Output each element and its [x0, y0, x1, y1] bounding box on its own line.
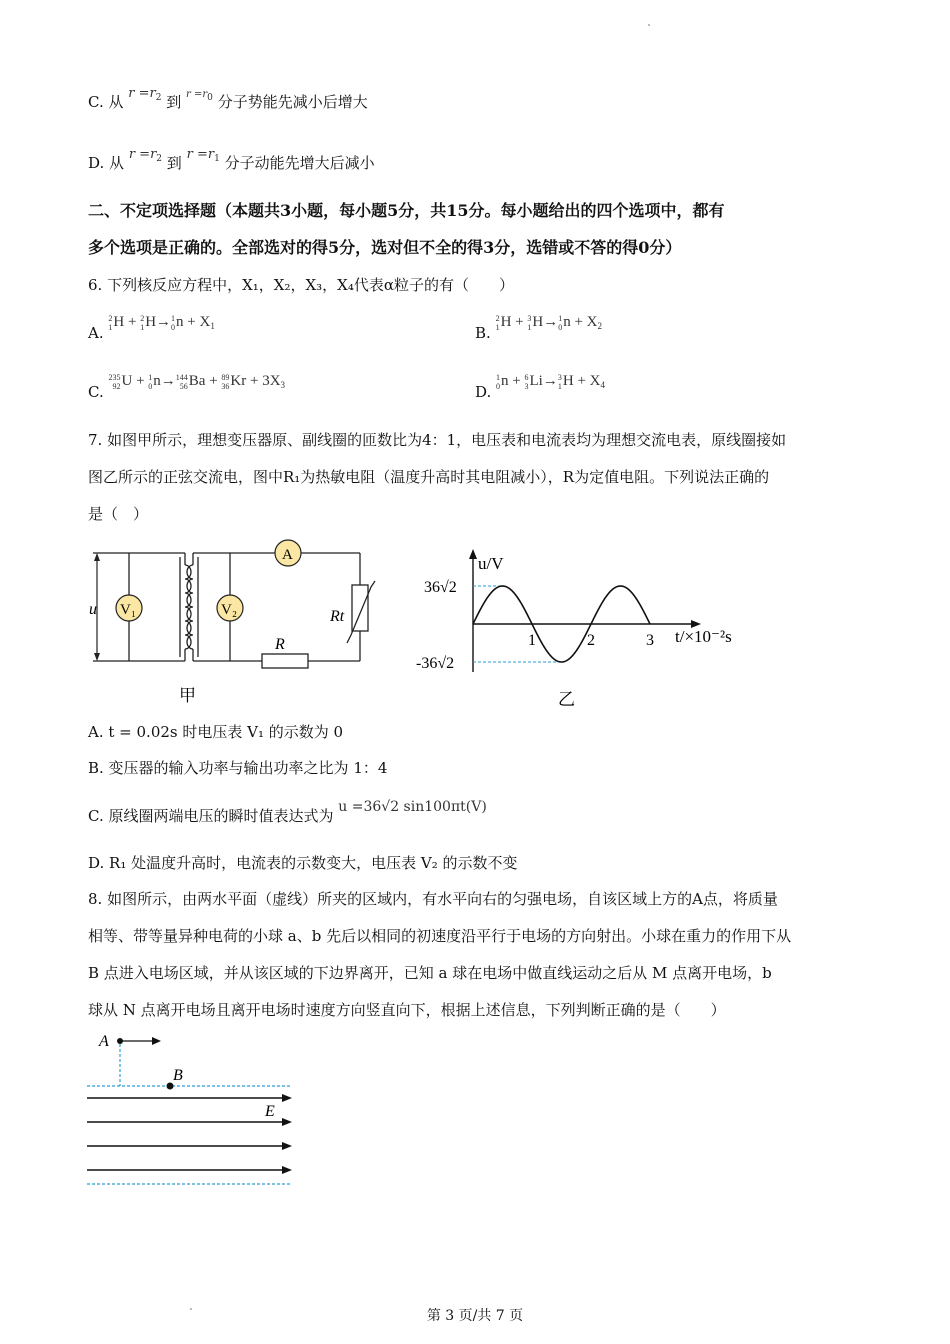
point-b-label: B: [173, 1067, 183, 1084]
q6-option-a: A. 2 1 H + 2 1 H→ 1 0 $n + X_1$: [88, 313, 215, 342]
chart-x-label: t/×10⁻²s: [675, 627, 732, 646]
q6-stem: 6. 下列核反应方程中，X₁，X₂，X₃，X₄代表α粒子的有（ ）: [88, 276, 514, 294]
r-label: R: [275, 636, 285, 653]
q7-stem-line3: 是（ ）: [88, 505, 149, 523]
q8-stem-line1: 8. 如图所示，由两水平面（虚线）所夹的区域内，有水平向右的匀强电场，自该区域上方的A点，将质量: [88, 890, 778, 908]
y-axis-arrow: [469, 549, 477, 559]
q5-option-d: D. 从 $r =r_2$ 到 $r =r_1$ 分子动能先增大后减小: [88, 147, 375, 172]
voltage-chart: [410, 545, 760, 710]
x-tick-label: 3: [646, 632, 654, 649]
chart-y-label: u/V: [478, 554, 504, 573]
fig-jia-label: 甲: [179, 686, 196, 705]
q7-option-d: D. R₁ 处温度升高时，电流表的示数变大，电压表 V₂ 的示数不变: [88, 854, 518, 872]
q7-stem-line2: 图乙所示的正弦交流电，图中R₁为热敏电阻（温度升高时其电阻减小），R为定值电阻。下列说法正确的: [88, 468, 770, 486]
q5-option-c: C. 从 $r =r_2$ 到 $^{r =r0}$ 分子势能先减小后增大: [88, 86, 368, 111]
point-a-label: A: [99, 1033, 109, 1050]
circuit-diagram: [85, 535, 395, 710]
q7-stem-line1: 7. 如图甲所示，理想变压器原、副线圈的匝数比为4：1，电压表和电流表均为理想交流电表，原线圈接如: [88, 431, 787, 449]
q7-option-b: B. 变压器的输入功率与输出功率之比为 1：4: [88, 759, 388, 777]
q8-stem-line3: B 点进入电场区域，并从该区域的下边界离开，已知 a 球在电场中做直线运动之后从 M 点离开电场，b: [88, 964, 772, 982]
y-tick-label: 36√2: [424, 579, 457, 596]
q6-option-b: B. 2 1 H + 3 1 H→ 1 0 $n + X_2$: [475, 313, 603, 342]
scan-speck: [648, 24, 650, 26]
x-tick-label: 1: [528, 632, 536, 649]
field-e-label: E: [265, 1103, 275, 1120]
q8-stem-line2: 相等、带等量异种电荷的小球 a、b 先后以相同的初速度沿平行于电场的方向射出。小球在重力的作用下从: [88, 927, 792, 945]
v1-meter: V₁: [120, 602, 137, 618]
q7-option-c: C. 原线圈两端电压的瞬时值表达式为 u =36√2 sin100πt(V): [88, 799, 487, 825]
q6-option-d: D. 1 0 n + 6 3 Li→ 3 1 $H + X_4$: [475, 372, 605, 401]
u-label: u: [89, 601, 97, 618]
q7-option-a: A. t = 0.02s 时电压表 V₁ 的示数为 0: [88, 723, 344, 741]
page-footer: 第 3 页/共 7 页: [426, 1308, 524, 1324]
fig-yi-label: 乙: [558, 690, 575, 709]
q8-stem-line4: 球从 N 点离开电场且离开电场时速度方向竖直向下，根据上述信息，下列判断正确的是（ ）: [88, 1001, 726, 1019]
x-tick-label: 2: [587, 632, 595, 649]
rt-label: Rt: [330, 608, 345, 625]
ammeter: A: [282, 547, 293, 563]
section2-heading-line1: 二、不定项选择题（本题共3小题，每小题5分，共15分。每小题给出的四个选项中，都有: [88, 201, 725, 220]
section2-heading-line2: 多个选项是正确的。全部选对的得5分，选对但不全的得3分，选错或不答的得0分）: [88, 238, 682, 257]
v2-meter: V₂: [221, 602, 238, 618]
y-tick-label: -36√2: [416, 655, 455, 672]
q6-option-c: C. 235 92 U + 1 0 n→ 144 56 Ba + 89 36 $Kr + 3X_3$: [88, 372, 286, 401]
field-diagram: [85, 1028, 305, 1193]
